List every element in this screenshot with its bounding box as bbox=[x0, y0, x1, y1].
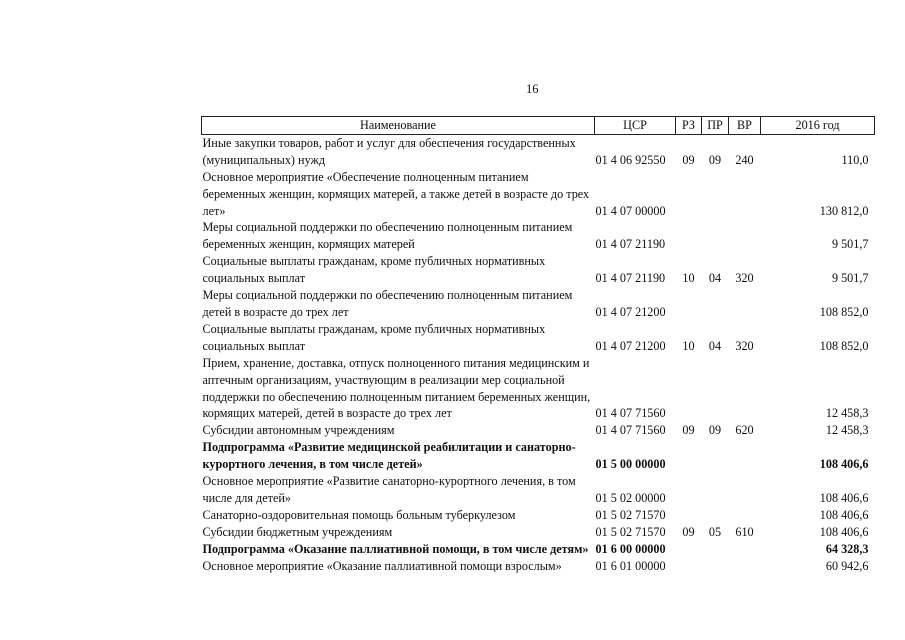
cell-year: 108 406,6 bbox=[819, 507, 869, 522]
page-number: 16 bbox=[526, 82, 539, 96]
cell-year: 108 406,6 bbox=[819, 457, 869, 472]
cell-name: Субсидии бюджетным учреждениям bbox=[202, 524, 393, 539]
cell-vr bbox=[729, 439, 761, 473]
table-row bbox=[202, 321, 875, 355]
cell-vr bbox=[729, 287, 761, 321]
cell-pr bbox=[702, 558, 729, 575]
cell-year: 108 406,6 bbox=[819, 490, 869, 505]
cell-rz: 09 bbox=[682, 524, 695, 539]
cell-name: Иные закупки товаров, работ и услуг для обеспечения государственных (муниципальных) нужд bbox=[202, 135, 576, 167]
table-row bbox=[202, 507, 875, 524]
budget-table bbox=[201, 116, 875, 574]
cell-year: 9 501,7 bbox=[831, 237, 869, 252]
cell-pr bbox=[702, 355, 729, 423]
cell-name: Прием, хранение, доставка, отпуск полноценного питания медицинским и аптечным организациям, участвующим в реализации мер социальной поддержки по обеспечению полноценным питанием беременных женщин, кормящих матерей, детей в возрасте до трех лет bbox=[202, 355, 591, 421]
table-row bbox=[202, 253, 875, 287]
cell-vr bbox=[729, 473, 761, 507]
cell-vr: 320 bbox=[735, 271, 754, 286]
cell-name: Социальные выплаты гражданам, кроме публичных нормативных социальных выплат bbox=[202, 254, 546, 286]
cell-csr: 01 4 07 21200 bbox=[595, 338, 666, 353]
header-year: 2016 год bbox=[761, 117, 875, 135]
cell-vr bbox=[729, 169, 761, 220]
cell-csr: 01 5 00 00000 bbox=[595, 457, 666, 472]
cell-vr: 620 bbox=[735, 423, 754, 438]
cell-name: Подпрограмма «Развитие медицинской реабилитации и санаторно-курортного лечения, в том числе детей» bbox=[202, 440, 576, 472]
cell-year: 12 458,3 bbox=[825, 423, 869, 438]
cell-name: Основное мероприятие «Оказание паллиативной помощи взрослым» bbox=[202, 558, 562, 573]
table-row-subprogram bbox=[202, 439, 875, 473]
cell-year: 108 406,6 bbox=[819, 524, 869, 539]
table-row bbox=[202, 287, 875, 321]
table-row bbox=[202, 422, 875, 439]
cell-year: 130 812,0 bbox=[819, 203, 869, 218]
cell-year: 12 458,3 bbox=[825, 406, 869, 421]
cell-rz: 10 bbox=[682, 338, 695, 353]
cell-vr bbox=[729, 507, 761, 524]
cell-vr bbox=[729, 355, 761, 423]
cell-csr: 01 4 07 21200 bbox=[595, 304, 666, 319]
cell-pr: 05 bbox=[708, 524, 722, 539]
cell-pr bbox=[702, 541, 729, 558]
cell-year: 64 328,3 bbox=[825, 541, 869, 556]
table-row-subprogram bbox=[202, 541, 875, 558]
cell-csr: 01 4 07 71560 bbox=[595, 423, 666, 438]
cell-name: Субсидии автономным учреждениям bbox=[202, 423, 395, 438]
table-header-row bbox=[202, 117, 875, 135]
cell-rz bbox=[676, 473, 702, 507]
header-rz: РЗ bbox=[676, 117, 702, 135]
cell-name: Подпрограмма «Оказание паллиативной помощи, в том числе детям» bbox=[202, 541, 589, 556]
cell-rz bbox=[676, 169, 702, 220]
cell-pr: 09 bbox=[708, 152, 722, 167]
cell-name: Социальные выплаты гражданам, кроме публичных нормативных социальных выплат bbox=[202, 321, 546, 353]
cell-rz: 09 bbox=[682, 152, 695, 167]
cell-pr bbox=[702, 287, 729, 321]
table-row bbox=[202, 219, 875, 253]
cell-csr: 01 4 07 21190 bbox=[595, 237, 666, 252]
cell-vr: 240 bbox=[735, 152, 754, 167]
cell-rz bbox=[676, 507, 702, 524]
cell-vr bbox=[729, 541, 761, 558]
cell-csr: 01 6 01 00000 bbox=[595, 558, 666, 573]
cell-vr: 610 bbox=[735, 524, 754, 539]
cell-rz bbox=[676, 287, 702, 321]
cell-pr: 09 bbox=[708, 423, 722, 438]
cell-pr: 04 bbox=[708, 338, 722, 353]
table-row bbox=[202, 558, 875, 575]
table-row bbox=[202, 134, 875, 168]
table-row bbox=[202, 169, 875, 220]
cell-rz: 09 bbox=[682, 423, 695, 438]
cell-rz bbox=[676, 439, 702, 473]
cell-csr: 01 4 06 92550 bbox=[595, 152, 666, 167]
cell-csr: 01 5 02 71570 bbox=[595, 507, 666, 522]
cell-name: Основное мероприятие «Обеспечение полноценным питанием беременных женщин, кормящих матерей, а также детей в возрасте до трех лет» bbox=[202, 169, 590, 218]
cell-pr bbox=[702, 219, 729, 253]
cell-csr: 01 6 00 00000 bbox=[595, 541, 666, 556]
header-name: Наименование bbox=[202, 117, 595, 135]
cell-name: Меры социальной поддержки по обеспечению полноценным питанием детей в возрасте до трех лет bbox=[202, 288, 573, 319]
cell-vr: 320 bbox=[735, 338, 754, 353]
cell-rz bbox=[676, 355, 702, 423]
cell-pr: 04 bbox=[708, 271, 722, 286]
cell-csr: 01 4 07 71560 bbox=[595, 406, 666, 421]
cell-name: Санаторно-оздоровительная помощь больным туберкулезом bbox=[202, 507, 516, 522]
table-row bbox=[202, 355, 875, 423]
cell-vr bbox=[729, 558, 761, 575]
cell-rz: 10 bbox=[682, 271, 695, 286]
cell-csr: 01 4 07 00000 bbox=[595, 203, 666, 218]
cell-year: 9 501,7 bbox=[831, 271, 869, 286]
cell-pr bbox=[702, 507, 729, 524]
cell-year: 60 942,6 bbox=[825, 558, 869, 573]
header-pr: ПР bbox=[702, 117, 729, 135]
cell-year: 108 852,0 bbox=[819, 304, 869, 319]
header-vr: ВР bbox=[729, 117, 761, 135]
cell-csr: 01 5 02 71570 bbox=[595, 524, 666, 539]
cell-year: 108 852,0 bbox=[819, 338, 869, 353]
cell-csr: 01 4 07 21190 bbox=[595, 271, 666, 286]
table-row bbox=[202, 473, 875, 507]
cell-pr bbox=[702, 473, 729, 507]
cell-year: 110,0 bbox=[841, 152, 869, 167]
header-csr: ЦСР bbox=[595, 117, 676, 135]
cell-vr bbox=[729, 219, 761, 253]
cell-rz bbox=[676, 558, 702, 575]
cell-pr bbox=[702, 169, 729, 220]
cell-name: Основное мероприятие «Развитие санаторно-курортного лечения, в том числе для детей» bbox=[202, 474, 576, 505]
table-row bbox=[202, 524, 875, 541]
cell-rz bbox=[676, 219, 702, 253]
cell-csr: 01 5 02 00000 bbox=[595, 490, 666, 505]
cell-pr bbox=[702, 439, 729, 473]
cell-rz bbox=[676, 541, 702, 558]
cell-name: Меры социальной поддержки по обеспечению полноценным питанием беременных женщин, кормящих матерей bbox=[202, 220, 573, 252]
